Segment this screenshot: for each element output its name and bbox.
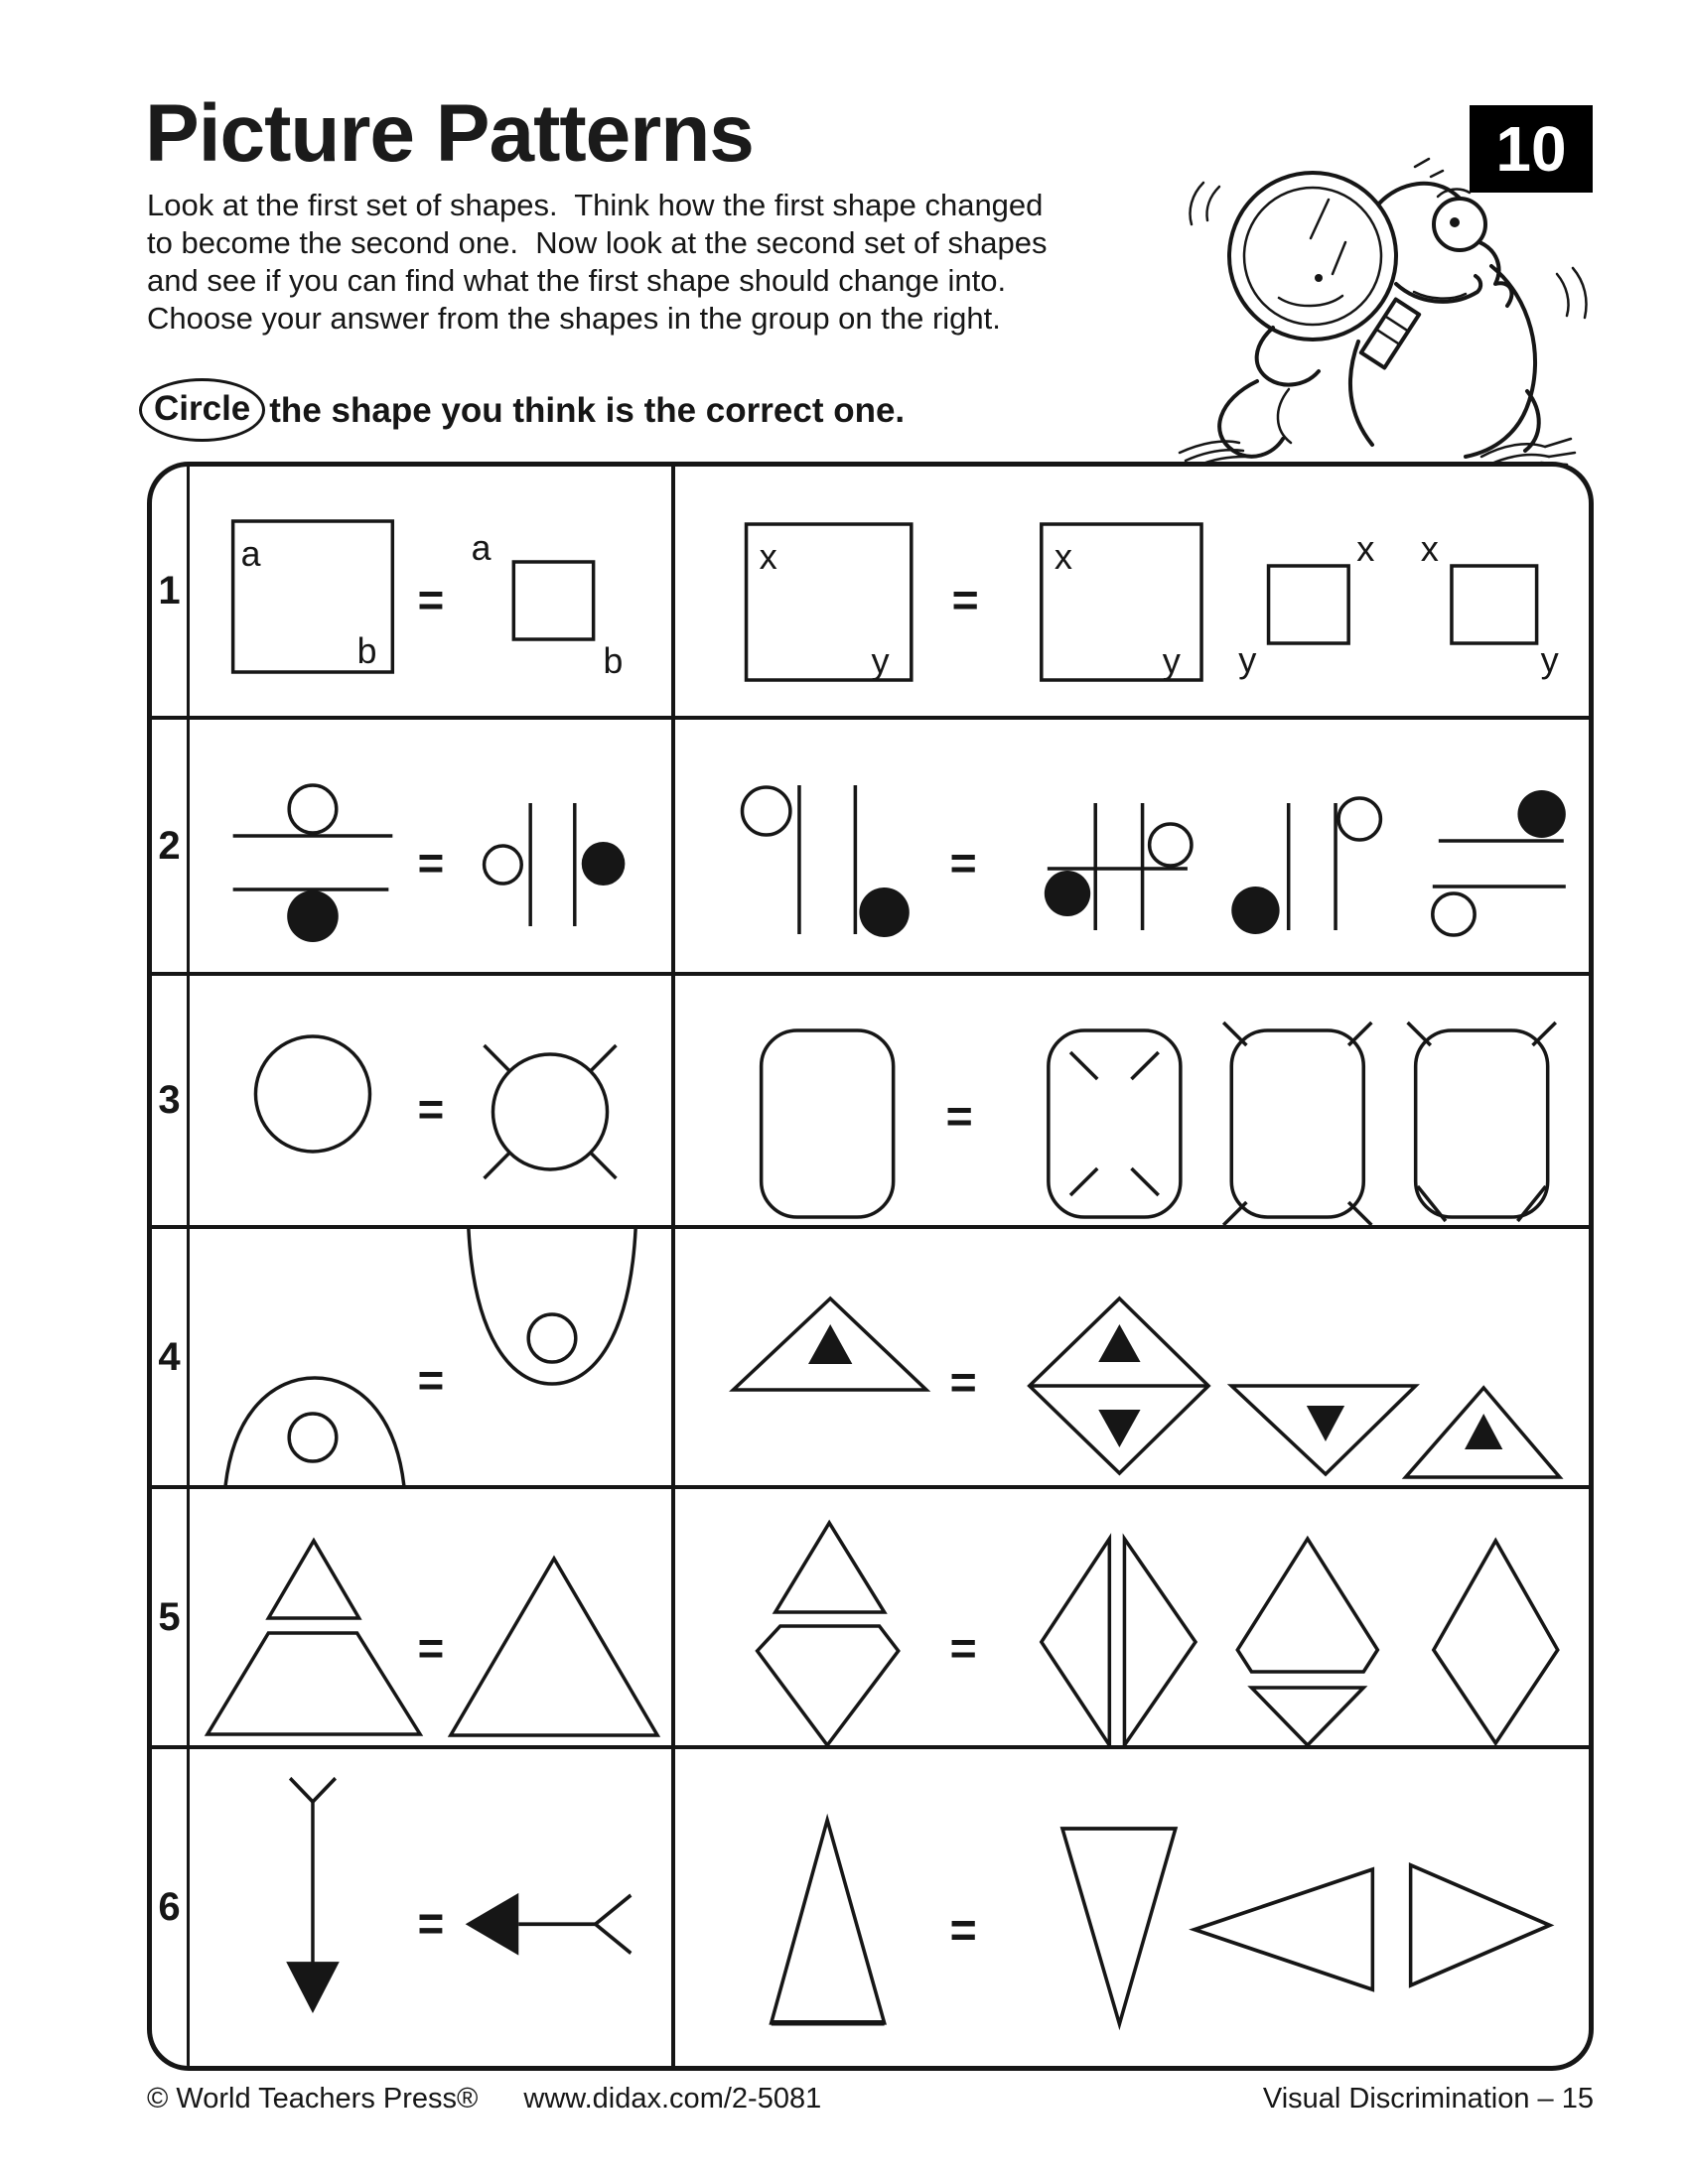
svg-text:=: = xyxy=(417,837,445,889)
publisher-url: www.didax.com/2-5081 xyxy=(523,2083,822,2115)
row4-option-1 xyxy=(1030,1298,1208,1473)
footer-right: Visual Discrimination – 15 xyxy=(1262,2083,1594,2115)
row1-example-cell xyxy=(190,467,675,716)
instructions xyxy=(147,187,1130,338)
row2-question-graphic xyxy=(675,720,1589,972)
instruction-line: to become the second one. Now look at the second set of shapes xyxy=(147,225,1048,260)
row1-question-cell xyxy=(675,467,1589,716)
row3-option-3 xyxy=(1408,1023,1556,1221)
row-number: 3 xyxy=(152,976,190,1225)
row5-question-cell xyxy=(675,1489,1589,1745)
svg-text:y: y xyxy=(871,640,890,681)
copyright-text: © World Teachers Press® xyxy=(147,2083,479,2115)
row1-option-3 xyxy=(1421,528,1559,680)
circled-word: Circle xyxy=(139,378,265,442)
page-number-badge: 10 xyxy=(1470,105,1593,193)
row5-option-1 xyxy=(1042,1539,1196,1745)
row5-option-2 xyxy=(1237,1539,1377,1745)
row6-option-1 xyxy=(1062,1829,1176,2024)
row2-option-1 xyxy=(1045,803,1192,930)
row3-option-1 xyxy=(1049,1030,1181,1217)
table-row-3 xyxy=(152,976,1589,1229)
row3-question-cell xyxy=(675,976,1589,1225)
svg-text:=: = xyxy=(417,574,445,626)
svg-text:y: y xyxy=(1540,639,1559,680)
svg-text:a: a xyxy=(240,533,261,575)
svg-text:=: = xyxy=(951,574,979,625)
row1-question-graphic xyxy=(675,467,1589,716)
task-prompt xyxy=(139,378,905,442)
row2-option-3 xyxy=(1433,790,1566,935)
svg-text:=: = xyxy=(417,1896,445,1952)
table-row-2 xyxy=(152,720,1589,976)
row-number: 4 xyxy=(152,1229,190,1485)
pattern-table xyxy=(147,462,1594,2071)
row2-question-cell xyxy=(675,720,1589,972)
row-number: 2 xyxy=(152,720,190,972)
row1-option-1 xyxy=(1042,524,1201,681)
row4-option-2 xyxy=(1231,1386,1415,1474)
row1-option-2 xyxy=(1238,528,1374,680)
row4-example-cell xyxy=(190,1229,675,1485)
row5-question-graphic xyxy=(675,1489,1589,1745)
table-row-4 xyxy=(152,1229,1589,1489)
svg-text:=: = xyxy=(949,1622,977,1674)
svg-text:x: x xyxy=(1356,528,1375,569)
svg-text:=: = xyxy=(949,1356,977,1408)
svg-text:x: x xyxy=(1054,536,1073,577)
row4-example-graphic xyxy=(190,1229,671,1485)
row6-example-cell xyxy=(190,1749,675,2066)
row5-example-graphic xyxy=(190,1489,671,1745)
row6-question-cell xyxy=(675,1749,1589,2066)
row2-option-2 xyxy=(1231,798,1380,934)
row-number: 5 xyxy=(152,1489,190,1745)
svg-text:=: = xyxy=(417,1622,445,1675)
row2-example-cell xyxy=(190,720,675,972)
row1-example-graphic xyxy=(190,467,671,716)
instruction-line: Look at the first set of shapes. Think how the first shape changed xyxy=(147,188,1044,222)
table-row-6 xyxy=(152,1749,1589,2066)
row-number: 6 xyxy=(152,1749,190,2066)
svg-text:=: = xyxy=(945,1090,973,1142)
row2-example-graphic xyxy=(190,720,671,972)
row6-option-3 xyxy=(1411,1865,1550,1985)
row6-option-2 xyxy=(1195,1869,1372,1989)
svg-text:x: x xyxy=(759,536,777,577)
row3-example-graphic xyxy=(190,976,671,1225)
footer-left xyxy=(147,2083,821,2116)
row3-option-2 xyxy=(1223,1023,1371,1225)
row4-question-graphic xyxy=(675,1229,1589,1485)
svg-text:a: a xyxy=(471,527,492,569)
task-prompt-text: the shape you think is the correct one. xyxy=(269,391,906,430)
table-row-1 xyxy=(152,467,1589,720)
row3-example-cell xyxy=(190,976,675,1225)
svg-text:y: y xyxy=(1238,639,1257,680)
row5-example-cell xyxy=(190,1489,675,1745)
row-number: 1 xyxy=(152,467,190,716)
svg-text:y: y xyxy=(1162,640,1181,681)
row6-question-graphic xyxy=(675,1749,1589,2066)
table-row-5 xyxy=(152,1489,1589,1749)
row3-question-graphic xyxy=(675,976,1589,1225)
row4-option-3 xyxy=(1406,1388,1560,1477)
svg-text:=: = xyxy=(417,1354,445,1407)
svg-text:b: b xyxy=(356,630,377,672)
svg-text:=: = xyxy=(949,1902,977,1959)
svg-text:=: = xyxy=(417,1083,445,1136)
instruction-line: and see if you can find what the first shape should change into. xyxy=(147,263,1007,298)
page-title: Picture Patterns xyxy=(145,88,754,179)
instruction-line: Choose your answer from the shapes in the group on the right. xyxy=(147,301,1001,336)
frog-with-magnifying-glass-illustration xyxy=(1162,145,1589,467)
row5-option-3 xyxy=(1434,1541,1558,1743)
svg-text:=: = xyxy=(949,837,977,888)
row6-example-graphic xyxy=(190,1749,671,2066)
row4-question-cell xyxy=(675,1229,1589,1485)
svg-text:b: b xyxy=(603,640,624,682)
svg-text:x: x xyxy=(1420,528,1439,569)
